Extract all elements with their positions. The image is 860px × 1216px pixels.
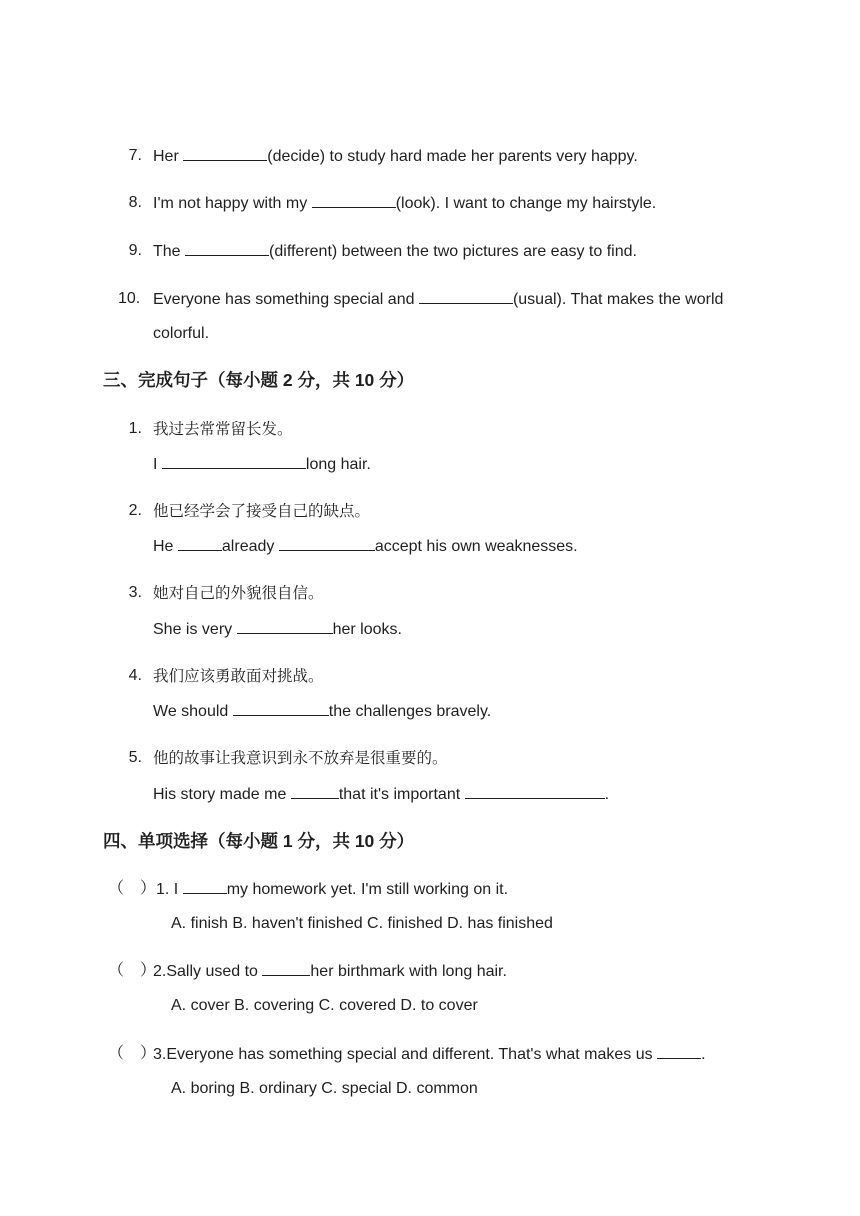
answer-blank[interactable]: [419, 288, 513, 304]
answer-blank[interactable]: [233, 700, 329, 716]
item-continuation: colorful.: [153, 325, 210, 342]
item-number: 4.: [128, 667, 142, 684]
question-text: her birthmark with long hair.: [310, 963, 507, 980]
chinese-prompt: 他的故事让我意识到永不放弃是很重要的。: [153, 749, 448, 767]
answer-blank[interactable]: [291, 783, 339, 799]
sentence-item-2: [153, 535, 578, 558]
answer-blank[interactable]: [312, 192, 396, 208]
item-hint: (usual): [512, 291, 562, 308]
item-text: She is very: [153, 621, 233, 638]
answer-blank: [183, 878, 227, 894]
item-number: 1.: [128, 420, 142, 437]
item-number: 9.: [128, 242, 142, 259]
answer-blank[interactable]: [237, 618, 333, 634]
item-text: . That makes the world: [561, 291, 724, 308]
item-text: to study hard made her parents very happy.: [325, 148, 638, 165]
chinese-prompt: 她对自己的外貌很自信。: [153, 584, 324, 602]
answer-blank[interactable]: [185, 240, 269, 256]
item-text: accept his own weaknesses.: [374, 538, 578, 555]
question-text: 1. I: [156, 881, 179, 898]
item-number: 10.: [118, 290, 141, 307]
choice-question-3: [153, 1043, 706, 1066]
choice-question-1: [156, 878, 508, 901]
item-text: I: [153, 456, 158, 473]
item-number: 3.: [128, 584, 142, 601]
item-number: 2.: [128, 502, 142, 519]
item-text: Her: [153, 148, 179, 165]
item-hint: (decide): [267, 148, 326, 165]
answer-options: A. finish B. haven't finished C. finished D. has finished: [171, 915, 553, 932]
answer-blank[interactable]: [162, 453, 306, 469]
sentence-item-5: [153, 783, 609, 806]
item-text: We should: [153, 703, 229, 720]
fill-item-7: [153, 145, 638, 168]
item-text: I'm not happy with my: [153, 195, 308, 212]
fill-item-9: [153, 240, 637, 263]
item-text: He: [153, 538, 174, 555]
chinese-prompt: 我过去常常留长发。: [153, 420, 293, 438]
item-text: His story made me: [153, 786, 287, 803]
question-text: 3.Everyone has something special and different. That's what makes us: [153, 1046, 653, 1063]
answer-blank[interactable]: [183, 145, 267, 161]
item-number: 5.: [128, 749, 142, 766]
item-number: 7.: [128, 147, 142, 164]
item-text: her looks.: [332, 621, 402, 638]
fill-item-8: [153, 192, 656, 215]
answer-blank[interactable]: [465, 783, 605, 799]
question-text: 2.Sally used to: [153, 963, 258, 980]
sentence-item-1: [153, 453, 371, 476]
item-text: . I want to change my hairstyle.: [435, 195, 657, 212]
answer-blank: [262, 960, 310, 976]
chinese-prompt: 我们应该勇敢面对挑战。: [153, 667, 324, 685]
answer-parentheses[interactable]: （ ）: [108, 962, 157, 979]
answer-parentheses[interactable]: （ ）: [108, 880, 157, 897]
question-text: .: [701, 1046, 706, 1063]
answer-parentheses[interactable]: （ ）: [108, 1045, 157, 1062]
question-text: my homework yet. I'm still working on it.: [226, 881, 509, 898]
chinese-prompt: 他已经学会了接受自己的缺点。: [153, 502, 371, 520]
sentence-item-3: [153, 618, 402, 641]
item-text: Everyone has something special and: [153, 291, 415, 308]
section-3-title: 三、完成句子（每小题 2 分，共 10 分）: [103, 370, 415, 390]
answer-blank[interactable]: [178, 535, 222, 551]
item-text: already: [221, 538, 275, 555]
choice-question-2: [153, 960, 507, 983]
item-text: that it's important: [338, 786, 461, 803]
item-hint: (different): [269, 243, 338, 260]
item-text: the challenges bravely.: [328, 703, 492, 720]
item-number: 8.: [128, 194, 142, 211]
fill-item-10: [153, 288, 723, 311]
item-text: long hair.: [305, 456, 371, 473]
item-text: .: [604, 786, 610, 803]
answer-options: A. boring B. ordinary C. special D. common: [171, 1080, 478, 1097]
answer-options: A. cover B. covering C. covered D. to cover: [171, 997, 478, 1014]
item-hint: (look): [395, 195, 436, 212]
item-text: between the two pictures are easy to find.: [337, 243, 637, 260]
answer-blank[interactable]: [279, 535, 375, 551]
sentence-item-4: [153, 700, 491, 723]
item-text: The: [153, 243, 181, 260]
answer-blank: [657, 1043, 701, 1059]
section-4-title: 四、单项选择（每小题 1 分，共 10 分）: [103, 831, 415, 851]
